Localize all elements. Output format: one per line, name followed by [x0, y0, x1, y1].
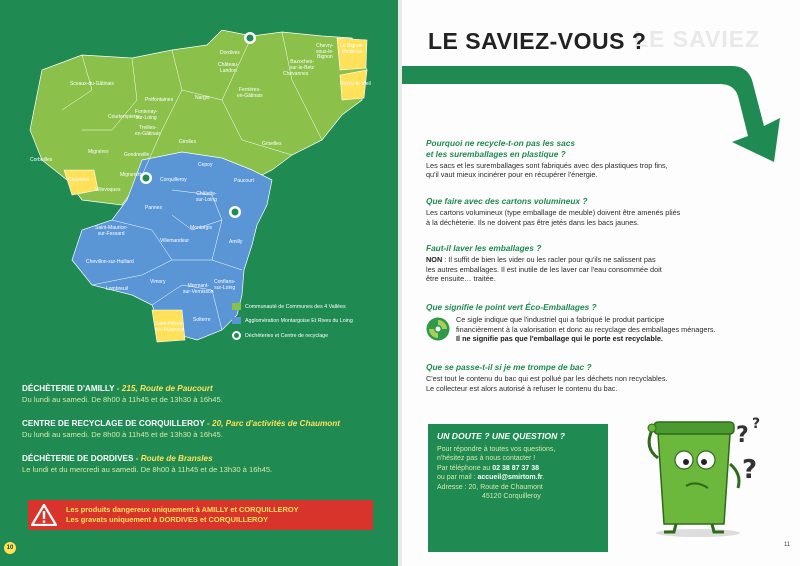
answer: Il ne signifie pas que l'emballage qui le porte est recyclable. [456, 334, 663, 344]
svg-text:?: ? [736, 423, 749, 448]
map-label: Le Bignon- Mirabeau [340, 43, 365, 55]
contact-line [437, 464, 599, 473]
svg-text:?: ? [752, 416, 761, 432]
contact-prefix: Par téléphone au [437, 464, 493, 472]
center-hours: Du lundi au samedi. De 8h00 à 11h45 et de 13h30 à 16h45. [22, 430, 223, 439]
contact-line [437, 473, 599, 482]
map-label: Lombreuil [106, 286, 128, 292]
map-label: Conflans- sur-Loing [214, 279, 236, 291]
answer [426, 255, 766, 265]
page-title: LE SAVIEZ-VOUS ? [428, 28, 647, 54]
map-label: Pannes [145, 205, 162, 211]
answer: à la déchèterie. Ils ne doivent pas être jetés dans les bacs jaunes. [426, 217, 639, 227]
map-label: Solterre [193, 317, 211, 323]
recycle-center-icon [232, 331, 241, 340]
map-label: Mormant- sur-Vernisson [183, 283, 214, 295]
map-label: Nargis [195, 95, 210, 101]
legend-label: Agglomération Montargoise Et Rives du Loing [245, 317, 353, 324]
legend-item [232, 317, 392, 324]
center-hours: Le lundi et du mercredi au samedi. De 8h00 à 11h45 et de 13h30 à 16h45. [22, 465, 273, 474]
warning-line: Les produits dangereux uniquement à AMILLY et CORQUILLEROY [66, 505, 299, 515]
qa-item [426, 362, 766, 393]
map-label: Gondreville [124, 152, 150, 158]
map-label: Fontenay- sur-Loing [135, 109, 158, 121]
map-label: Châlette- sur-Loing [196, 191, 217, 203]
answer: Les cartons volumineux (type emballage de meuble) doivent être amenés pliés [426, 207, 681, 217]
center-dordives [22, 454, 382, 474]
question: et les suremballages en plastique ? [426, 148, 566, 159]
legend-swatch-green [232, 303, 241, 310]
right-page [402, 0, 800, 566]
contact-phone[interactable]: 02 38 87 37 38 [492, 464, 539, 472]
center-name: DÉCHÈTERIE DE DORDIVES [22, 454, 134, 463]
contact-line: Adresse : 20, Route de Chaumont [437, 483, 543, 491]
legend-label: Déchèteries et Centre de recyclage [245, 332, 329, 339]
legend-item [232, 331, 392, 340]
contact-title: UN DOUTE ? UNE QUESTION ? [437, 431, 565, 441]
dechetterie-marker-dordives [244, 32, 256, 44]
map-label: Chevillon-sur-Huillard [86, 259, 134, 265]
map-label: Vimory [150, 279, 166, 285]
center-address: - 215, Route de Paucourt [116, 384, 213, 393]
map-label: Corbeilles [30, 157, 53, 163]
confused-bin-mascot-icon [638, 408, 788, 538]
qa-item [426, 302, 766, 344]
map-label: Rozoy-le-Vieil [340, 81, 371, 87]
map-label: Sceaux-du-Gâtinais [70, 81, 114, 87]
contact-line: n'hésitez pas à nous contacter ! [437, 455, 536, 463]
title-ghost: LE SAVIEZ [634, 26, 761, 52]
map-label: Bazoches- sur-le-Betz [290, 59, 315, 71]
answer: Le collecteur est alors autorisé à refuser le contenu du bac. [426, 383, 618, 393]
contact-email[interactable]: accueil@smirtom.fr [477, 474, 543, 482]
map-label: Chapelon [68, 177, 90, 183]
contact-prefix: ou par mail : [437, 474, 478, 482]
map-label: Treilles- en-Gâtinais [135, 125, 161, 137]
contact-box [428, 424, 608, 552]
question: Que se passe-t-il si je me trompe de bac ? [426, 362, 592, 372]
answer: Les sacs et les suremballages sont fabriqués avec des plastiques trop fins, [426, 160, 668, 170]
center-title [22, 419, 382, 428]
map-label: Préfontaines [145, 97, 174, 103]
answer: être ensuite… traitée. [426, 274, 496, 284]
contact-line: 45120 Corquilleroy [482, 492, 541, 500]
center-corquilleroy [22, 419, 382, 439]
center-name: DÉCHÈTERIE D'AMILLY [22, 384, 115, 393]
map-label: Griselles [262, 141, 282, 147]
question: Pourquoi ne recycle-t-on pas les sacs [426, 138, 575, 148]
dechetterie-marker-amilly [229, 206, 241, 218]
answer: Ce sigle indique que l'industriel qui a fabriqué le produit participe [456, 314, 665, 324]
question: Que faire avec des cartons volumineux ? [426, 196, 588, 206]
map-label: Courtempierre [108, 114, 140, 120]
map-label: Ferrières- en-Gâtinais [237, 87, 263, 99]
question: Faut-il laver les emballages ? [426, 243, 542, 253]
answer-bold: NON [426, 254, 443, 264]
map-legend [232, 303, 392, 347]
warning-line: Les gravats uniquement à DORDIVES et CORQUILLEROY [66, 515, 269, 524]
center-amilly [22, 384, 382, 404]
contact-suffix: . [542, 474, 545, 482]
map-label: Saint-Maurice- sur-Fessard [95, 225, 128, 237]
legend-item [232, 303, 392, 310]
map-label: Montargis [190, 225, 212, 231]
center-title [22, 454, 382, 463]
map-label: Saint-Hilaire- sur-Puiseaux [155, 321, 185, 333]
map-label: Amilly [229, 239, 243, 245]
question: Que signifie le point vert Éco-Emballages ? [426, 302, 597, 312]
map-label: Mignères [88, 149, 109, 155]
answer: les autres emballages. Il est inutile de les laver car l'eau consommée doit [426, 264, 662, 274]
map-label: Villemandeur [160, 238, 190, 244]
contact-line: Pour répondre à toutes vos questions, [437, 446, 556, 453]
warning-icon [28, 500, 60, 530]
center-hours: Du lundi au samedi. De 8h00 à 11h45 et de 13h30 à 16h45. [22, 395, 223, 404]
map-label: Paucourt [234, 178, 255, 184]
map-label: Corquilleroy [160, 177, 187, 183]
warning-banner [28, 500, 373, 530]
page-number-right: 11 [784, 542, 791, 548]
map-label: Mignerette [120, 172, 144, 178]
legend-label: Communauté de Communes des 4 Vallées [245, 303, 346, 310]
map-label: Cepoy [198, 162, 213, 168]
answer-text: : Il suffit de bien les vider ou les racler pour qu'ils ne salissent pas [442, 254, 656, 264]
left-page [0, 0, 398, 566]
answer: C'est tout le contenu du bac qui est pollué par les déchets non recyclables. [426, 373, 668, 383]
legend-swatch-blue [232, 317, 241, 324]
center-address: - Route de Bransles [135, 454, 213, 463]
qa-item [426, 243, 766, 284]
map-label: Chevannes [283, 71, 309, 77]
point-vert-logo-icon [426, 317, 450, 341]
map-label: Villevoques [95, 187, 121, 193]
map-label: Dordives [220, 50, 240, 56]
map-label: Chevry- sous-le- Bignon [316, 43, 334, 60]
map-label: Girolles [179, 139, 196, 145]
qa-item [426, 196, 766, 227]
answer: financièrement à la valorisation et donc au recyclage des emballages ménagers. [456, 324, 716, 334]
center-title [22, 384, 382, 393]
answer: qu'il vaut mieux incinérer pour en récupérer l'énergie. [426, 170, 598, 180]
map-label: Château- Landon [218, 62, 239, 74]
center-name: CENTRE DE RECYCLAGE DE CORQUILLEROY [22, 419, 205, 428]
qa-item [426, 138, 766, 180]
center-address: - 20, Parc d'activités de Chaumont [207, 419, 341, 428]
page-number-left: 10 [4, 542, 16, 554]
svg-text:?: ? [742, 455, 758, 485]
